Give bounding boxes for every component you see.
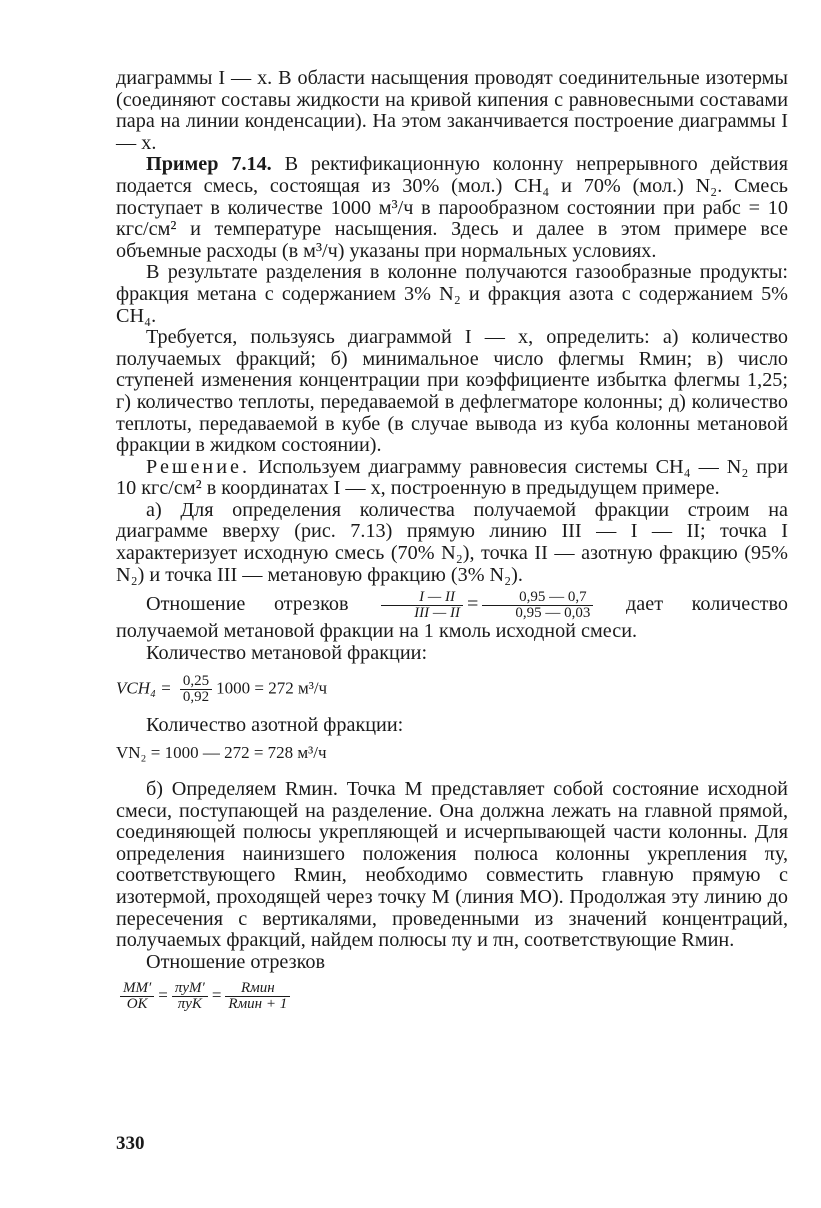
paragraph: В результате разделения в колонне получаются газообразные продукты: фракция метана с содержанием 3% N₂ и фракция азота с содержанием 5% CH₄. [116, 261, 788, 327]
fraction [172, 981, 208, 1012]
paragraph-ratio [116, 590, 788, 643]
fraction-denominator: III — II [381, 605, 463, 621]
solution-text: Используем диаграмму равновесия системы CH₄ — N₂ при 10 кгс/см² в координатах I — x, построенную в предыдущем примере. [116, 455, 788, 500]
paragraph: Количество метановой фракции: [146, 641, 428, 664]
fraction-denominator: Rмин + 1 [225, 996, 290, 1012]
paragraph: Требуется, пользуясь диаграммой I — x, определить: а) количество получаемых фракций; б) минимальное число флегмы Rмин; в) число ступеней изменения концентрации при коэффициенте избытка флегмы 1,25; г) количество теплоты, передаваемой в дефлегматоре колонны; д) количество теплоты, передаваемой в кубе (в случае вывода из куба колонны метановой фракции в жидком состоянии). [116, 326, 788, 457]
fraction [180, 674, 212, 705]
text-column [116, 68, 788, 1022]
fraction-denominator: OK [120, 996, 154, 1012]
fraction-denominator: πуK [172, 996, 208, 1012]
fraction-numerator: Rмин [240, 980, 275, 997]
paragraph-solution [116, 457, 788, 500]
equation-rhs: 1000 = 272 м³/ч [216, 678, 328, 698]
equals-sign: = [211, 985, 222, 1005]
ratio-text-start: Отношение отрезков [146, 593, 349, 616]
paragraph-example [116, 154, 788, 262]
fraction [482, 590, 593, 621]
ratio-text-end: дает количество получаемой метановой фракции на 1 кмоль исходной смеси. [116, 593, 788, 643]
fraction-numerator: 0,25 [182, 673, 210, 690]
paragraph: б) Определяем Rмин. Точка M представляет собой состояние исходной смеси, поступающей на разделение. Она должна лежать на главной прямой, соединяющей полюсы укрепляющей и исчерпывающей части колонны. Для определения наинизшего положения полюса колонны укрепления πу, соответствующего Rмин, необходимо совместить главную прямую с изотермой, проходящей через точку M (линия MO). Продолжая эту линию до пересечения с вертикалями, проведенными из значений концентраций, получаемых фракций, найдем полюсы πу и πн, соответствующие Rмин. [116, 778, 788, 952]
fraction-numerator: MM′ [123, 980, 152, 997]
fraction [381, 590, 463, 621]
equals-sign: = [158, 985, 168, 1005]
fraction-denominator: 0,95 — 0,03 [482, 605, 593, 621]
paragraph: Количество азотной фракции: [146, 714, 404, 737]
fraction [225, 981, 290, 1012]
equation-ratio [116, 981, 788, 1012]
equation-lhs: VCH₄ = [116, 678, 172, 698]
example-text: В ректификационную колонну непрерывного действия подается смесь, состоящая из 30% (мол.) CH₄ и 70% (мол.) N₂. Смесь поступает в количестве 1000 м³/ч в парообразном состоянии при pабс = 10 кгс/см² и температуре насыщения. Здесь и далее в этом примере все объемные расходы (в м³/ч) указаны при нормальных условиях. [116, 153, 789, 262]
paragraph: а) Для определения количества получаемой фракции строим на диаграмме вверху (рис. 7.13) прямую линию III — I — II; точка I характеризует исходную смесь (70% N₂), точка II — азотную фракцию (95% N₂) и точка III — метановую фракцию (3% N₂). [116, 498, 788, 586]
solution-label: Решение. [146, 455, 251, 478]
fraction [120, 981, 154, 1012]
fraction-numerator: πуM′ [174, 980, 205, 997]
fraction-numerator: 0,95 — 0,7 [519, 589, 587, 606]
example-label: Пример 7.14. [146, 153, 272, 176]
fraction-numerator: I — II [419, 589, 455, 606]
equation-nitrogen: VN₂ = 1000 — 272 = 728 м³/ч [116, 743, 327, 763]
paragraph: диаграммы I — x. В области насыщения проводят соединительные изотермы (соединяют составы жидкости на кривой кипения с равновесными составами пара на линии конденсации). На этом заканчивается построение диаграммы I — x. [116, 67, 788, 154]
fraction-denominator: 0,92 [180, 689, 212, 705]
page-number: 330 [116, 1133, 145, 1154]
paragraph: Отношение отрезков [146, 950, 325, 973]
equation-methane [116, 674, 788, 705]
equals-sign: = [467, 593, 479, 616]
